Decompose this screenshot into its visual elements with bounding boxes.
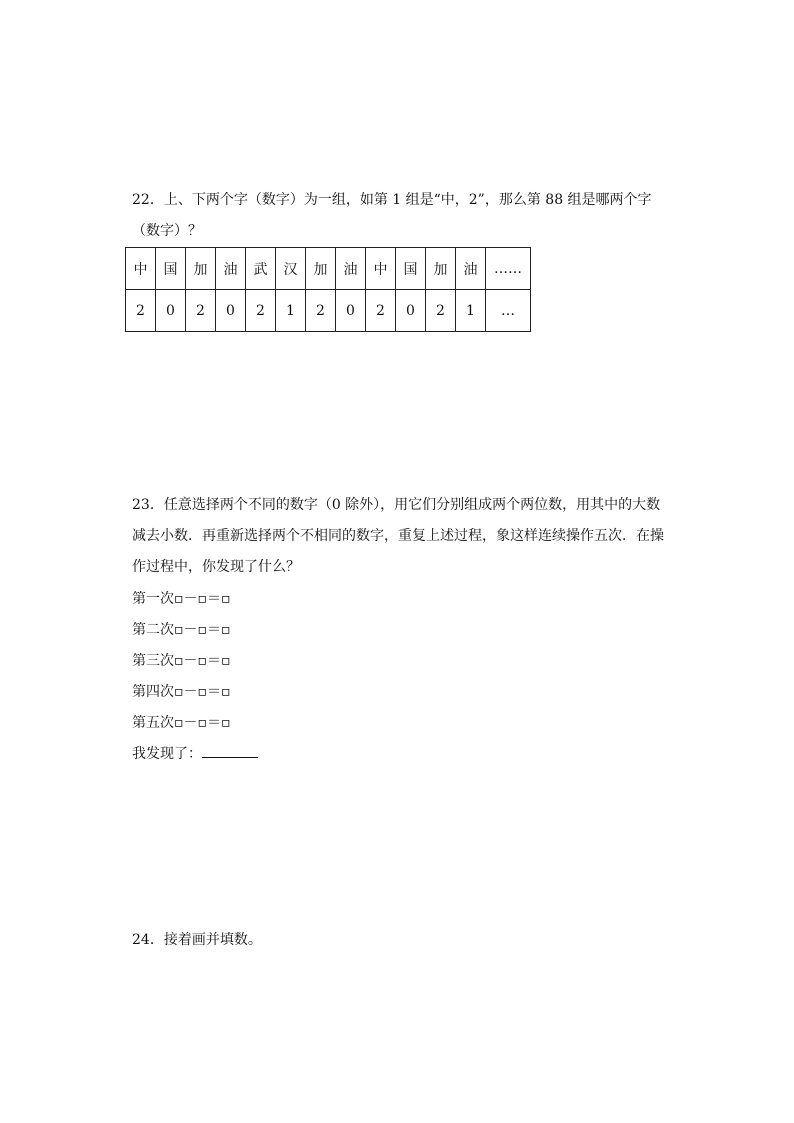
question-24-text: 24．接着画并填数。 [132,932,262,948]
num-cell: 2 [426,290,456,332]
num-cell: 1 [456,290,486,332]
char-cell: 武 [246,248,276,290]
num-cell-ellipsis: … [486,290,531,332]
attempt-5-line: 第五次▫－▫＝▫ [132,715,231,731]
question-23-text: 23．任意选择两个不同的数字（0 除外），用它们分别组成两个两位数，用其中的大数减去小数．再重新选择两个不相同的数字，重复上述过程，象这样连续操作五次．在操作过程中，你发现了什么？ [132,497,664,575]
char-cell: 汉 [276,248,306,290]
char-cell: 油 [456,248,486,290]
num-cell: 0 [156,290,186,332]
answer-blank[interactable] [202,743,258,758]
char-cell: 中 [126,248,156,290]
sequence-table [125,247,531,332]
char-cell: 加 [426,248,456,290]
num-cell: 2 [366,290,396,332]
attempt-3-line: 第三次▫－▫＝▫ [132,653,231,669]
num-cell: 2 [126,290,156,332]
found-line [132,739,258,770]
char-cell: 加 [306,248,336,290]
char-cell: 国 [156,248,186,290]
answer-lines [132,584,258,770]
num-cell: 0 [216,290,246,332]
attempt-2-line: 第二次▫－▫＝▫ [132,622,231,638]
char-cell-ellipsis: …… [486,248,531,290]
char-cell: 油 [336,248,366,290]
num-cell: 1 [276,290,306,332]
num-cell: 2 [186,290,216,332]
num-cell: 0 [336,290,366,332]
chars-row [126,248,531,290]
char-cell: 油 [216,248,246,290]
num-cell: 2 [246,290,276,332]
attempt-1-line: 第一次▫－▫＝▫ [132,591,231,607]
question-22-text: 22．上、下两个字（数字）为一组，如第 1 组是“中，2”，那么第 88 组是哪两个字（数字）？ [132,192,652,239]
attempt-4-line: 第四次▫－▫＝▫ [132,684,231,700]
char-cell: 加 [186,248,216,290]
char-cell: 中 [366,248,396,290]
nums-row [126,290,531,332]
char-cell: 国 [396,248,426,290]
num-cell: 2 [306,290,336,332]
num-cell: 0 [396,290,426,332]
found-label: 我发现了： [132,746,202,762]
